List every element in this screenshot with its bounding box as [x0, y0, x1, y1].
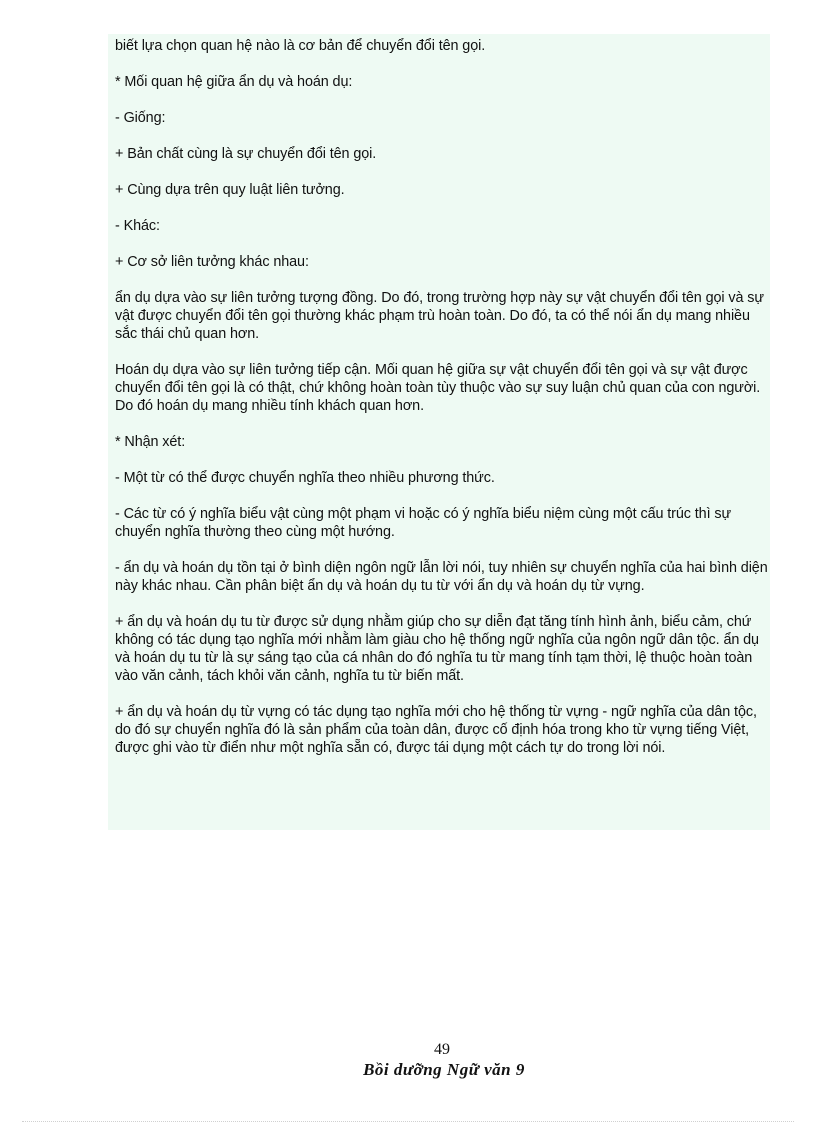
paragraph-metaphor: ẩn dụ dựa vào sự liên tưởng tượng đồng. Do đó, trong trường hợp này sự vật chuyển đổi tên gọi và sự vật được chuyển đổi tên gọi thường khác phạm trù hoàn toàn. Do đó, ta có thể nói ẩn dụ mang nhiều sắc thái chủ quan hơn. — [115, 290, 764, 342]
page-footer — [0, 1040, 816, 1080]
remark-rhetorical: + ẩn dụ và hoán dụ tu từ được sử dụng nhằm giúp cho sự diễn đạt tăng tính hình ảnh, biểu cảm, chứ không có tác dụng tạo nghĩa mới nhằm làm giàu cho hệ thống ngữ nghĩa của ngôn ngữ dân tộc. ẩn dụ và hoán dụ tu từ là sự sáng tạo của cá nhân do đó nghĩa tu từ mang tính tạm thời, lệ thuộc hoàn toàn vào văn cảnh, tách khỏi văn cảnh, nghĩa tu từ biến mất. — [115, 614, 759, 684]
remark-1: - Một từ có thể được chuyển nghĩa theo nhiều phương thức. — [115, 470, 495, 486]
remark-3: - ẩn dụ và hoán dụ tồn tại ở bình diện ngôn ngữ lẫn lời nói, tuy nhiên sự chuyển nghĩa của hai bình diện này khác nhau. Cần phân biệt ẩn dụ và hoán dụ tu từ với ẩn dụ và hoán dụ từ vựng. — [115, 560, 768, 594]
remark-2: - Các từ có ý nghĩa biểu vật cùng một phạm vi hoặc có ý nghĩa biểu niệm cùng một cấu trúc thì sự chuyển nghĩa thường theo cùng một hướng. — [115, 506, 731, 540]
heading-relationship: * Mối quan hệ giữa ẩn dụ và hoán dụ: — [115, 74, 353, 90]
bullet-similar-2: + Cùng dựa trên quy luật liên tưởng. — [115, 182, 345, 198]
paragraph-intro: biết lựa chọn quan hệ nào là cơ bản để chuyển đổi tên gọi. — [115, 38, 486, 54]
subheading-similar: - Giống: — [115, 110, 166, 126]
subheading-different: - Khác: — [115, 218, 160, 234]
bullet-similar-1: + Bản chất cùng là sự chuyển đổi tên gọi. — [115, 146, 377, 162]
heading-remarks: * Nhận xét: — [115, 434, 186, 450]
bottom-divider — [22, 1121, 794, 1122]
footer-title: Bồi dưỡng Ngữ văn 9 — [363, 1060, 525, 1079]
bullet-different-1: + Cơ sở liên tưởng khác nhau: — [115, 254, 309, 270]
paragraph-metonymy: Hoán dụ dựa vào sự liên tưởng tiếp cận. Mối quan hệ giữa sự vật chuyển đổi tên gọi và sự vật được chuyển đổi tên gọi là có thật, chứ không hoàn toàn tùy thuộc vào sự suy luận chủ quan của con người. Do đó hoán dụ mang nhiều tính khách quan hơn. — [115, 362, 761, 414]
document-body — [115, 37, 769, 757]
page-number: 49 — [434, 1041, 450, 1058]
remark-lexical: + ẩn dụ và hoán dụ từ vựng có tác dụng tạo nghĩa mới cho hệ thống từ vựng - ngữ nghĩa của dân tộc, do đó sự chuyển nghĩa đó là sản phẩm của toàn dân, được cố định hóa trong kho từ vựng tiếng Việt, được ghi vào từ điển như một nghĩa sẵn có, được tái dụng một cách tự do trong lời nói. — [115, 704, 757, 756]
text-block — [108, 34, 770, 830]
